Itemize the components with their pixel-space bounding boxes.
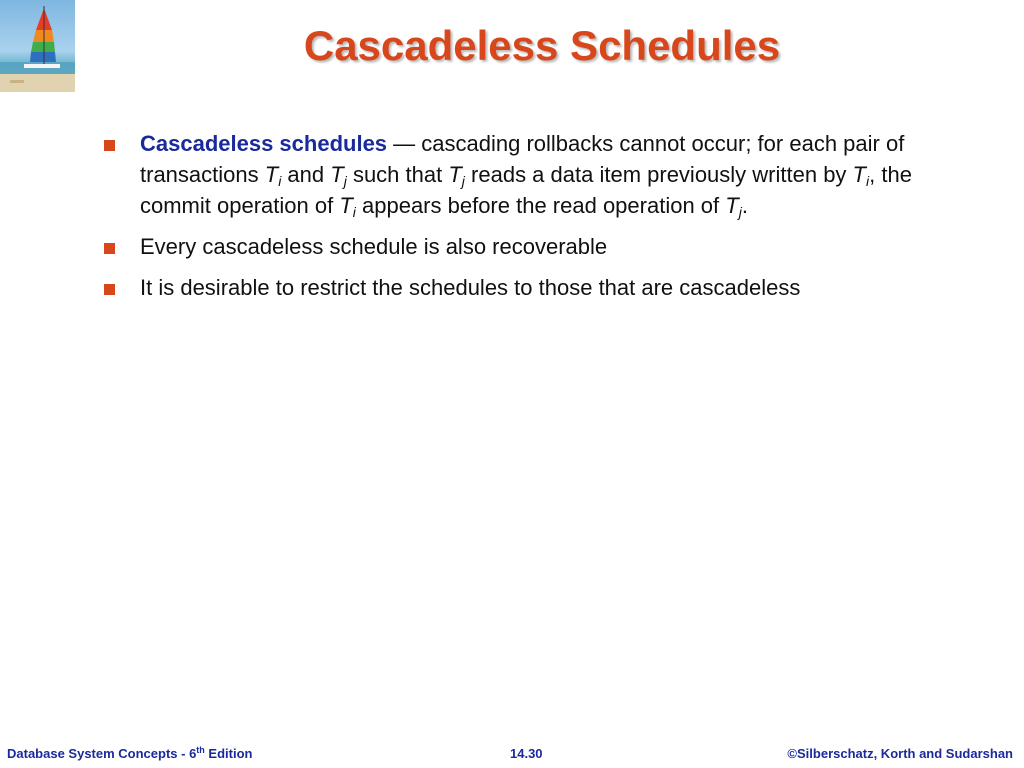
page-number: 14.30 [510,746,543,761]
variable-ti: $T_i$ [339,193,356,220]
variable-tj: $T_j$ [330,162,347,189]
variable-ti: $T_i$ [264,162,282,189]
text-segment: , the commit operation of [140,162,912,218]
variable-ti: $T_i$ [852,162,870,189]
footer-book-title: Database System Concepts - 6th Edition [7,745,253,761]
bullet-item-recoverable [102,231,952,262]
variable-tj: $T_j$ [448,162,465,189]
bullet-item-cascadeless-definition [102,128,952,221]
defined-term: Cascadeless schedules [140,131,388,156]
slide-footer [0,744,1024,764]
text-segment: appears before the read operation of [355,193,726,218]
bullet-text: Every cascadeless schedule is also recoverable [140,234,608,259]
bullet-item-desirable [102,272,952,303]
bullet-list [102,128,952,313]
text-segment: — cascading rollbacks cannot occur; for each pair of transactions [140,131,905,187]
text-segment: reads a data item previously written by [464,162,853,187]
bullet-square-icon [104,284,115,295]
text-segment: and [281,162,331,187]
bullet-square-icon [104,140,115,151]
slide-title: Cascadeless Schedules [303,22,781,69]
text-segment: . [741,193,748,218]
text-segment: such that [346,162,449,187]
variable-tj: $T_j$ [725,193,742,220]
bullet-text: It is desirable to restrict the schedules to those that are cascadeless [140,275,801,300]
bullet-square-icon [104,243,115,254]
bullet-text [140,131,912,218]
footer-copyright: ©Silberschatz, Korth and Sudarshan [787,746,1013,761]
